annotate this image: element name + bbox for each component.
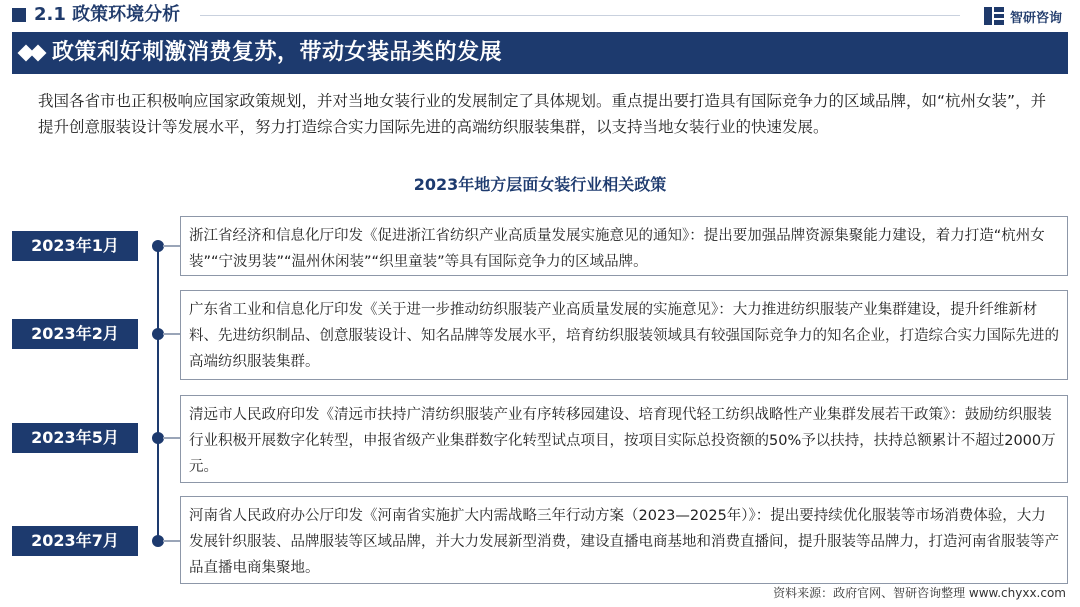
policy-box-1: 浙江省经济和信息化厅印发《促进浙江省纺织产业高质量发展实施意见的通知》：提出要加强品牌资源集聚能力建设，着力打造“杭州女装”“宁波男装”“温州休闲装”“织里童装”等具有国际竞争力的区域品牌。: [180, 216, 1068, 276]
policy-box-4: 河南省人民政府办公厅印发《河南省实施扩大内需战略三年行动方案（2023—2025年）》：提出要持续优化服装等市场消费体验，大力发展针织服装、品牌服装等区域品牌，并大力发展新型消费，建设直播电商基地和消费直播间，提升服装等品牌力，打造河南省服装等产品直播电商集聚地。: [180, 496, 1068, 584]
timeline-date-2: 2023年2月: [12, 319, 138, 349]
section-bullet: [12, 8, 26, 22]
top-bar: [0, 0, 1080, 30]
policy-box-3: 清远市人民政府印发《清远市扶持广清纺织服装产业有序转移园建设、培育现代轻工纺织战略性产业集群发展若干政策》：鼓励纺织服装行业积极开展数字化转型，申报省级产业集群数字化转型试点项目，按项目实际总投资额的50%予以扶持，扶持总额累计不超过2000万元。: [180, 395, 1068, 483]
section-title: 2.1 政策环境分析: [34, 4, 181, 25]
timeline-connector-1: [163, 245, 181, 247]
timeline-title: 2023年地方层面女装行业相关政策: [413, 175, 667, 194]
timeline-connector-2: [163, 333, 181, 335]
timeline-date-1: 2023年1月: [12, 231, 138, 261]
timeline-connector-3: [163, 437, 181, 439]
headline-title: 政策利好刺激消费复苏，带动女装品类的发展: [52, 40, 503, 65]
timeline-date-3: 2023年5月: [12, 423, 138, 453]
policy-box-2: 广东省工业和信息化厅印发《关于进一步推动纺织服装产业高质量发展的实施意见》：大力推进纺织服装产业集群建设，提升纤维新材料、先进纺织制品、创意服装设计、知名品牌等发展水平，培育纺织服装领域具有较强国际竞争力的知名企业，打造综合实力国际先进的高端纺织服装集群。: [180, 290, 1068, 380]
timeline-date-4: 2023年7月: [12, 526, 138, 556]
headline-banner: [12, 32, 1068, 74]
logo-icon: [984, 7, 1004, 25]
source-footer: 资料来源：政府官网、智研咨询整理 www.chyxx.com: [773, 586, 1066, 600]
logo-text: 智研咨询: [1010, 10, 1063, 26]
timeline-connector-4: [163, 540, 181, 542]
timeline-axis: [157, 244, 159, 544]
brand-logo: [984, 6, 1062, 26]
header-divider: [200, 15, 960, 16]
intro-paragraph: 我国各省市也正积极响应国家政策规划，并对当地女装行业的发展制定了具体规划。重点提出要打造具有国际竞争力的区域品牌，如“杭州女装”，并提升创意服装设计等发展水平，努力打造综合实力国际先进的高端纺织服装集群，以支持当地女装行业的快速发展。: [38, 92, 1047, 136]
